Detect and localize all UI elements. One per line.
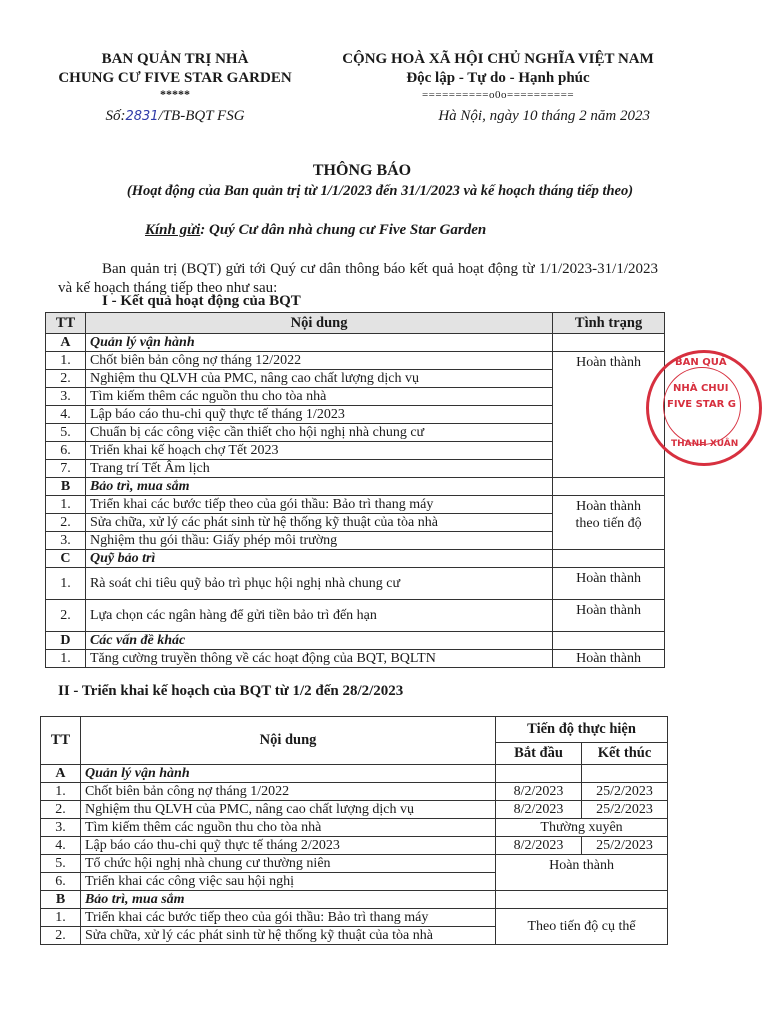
plan-table — [40, 716, 668, 945]
table-row: 1. Chốt biên bản công nợ tháng 12/2022 Hoàn thành — [46, 352, 665, 370]
table-header-row — [41, 717, 668, 743]
section1-heading: I - Kết quả hoạt động của BQT — [102, 293, 301, 309]
col-status: Tình trạng — [553, 313, 665, 334]
org-name-line2: CHUNG CƯ FIVE STAR GARDEN — [58, 70, 292, 86]
document-date: Hà Nội, ngày 10 tháng 2 năm 2023 — [438, 108, 650, 124]
status-cell: Hoàn thành — [553, 352, 665, 478]
ref-handwritten-number: 2831 — [125, 109, 159, 124]
status-cell: Hoàn thành theo tiến độ — [553, 496, 665, 550]
table-row: 5. Chuẩn bị các công việc cần thiết cho hội nghị nhà chung cư — [46, 424, 665, 442]
table-row: 1. Chốt biên bản công nợ tháng 1/2022 8/2/2023 25/2/2023 — [41, 783, 668, 801]
table-row: 2. Sửa chữa, xử lý các phát sinh từ hệ thống kỹ thuật của tòa nhà — [41, 927, 668, 945]
section2-heading: II - Triển khai kế hoạch của BQT từ 1/2 đến 28/2/2023 — [58, 683, 404, 699]
table-row: 6. Triển khai kế hoạch chợ Tết 2023 — [46, 442, 665, 460]
group-row-a: A Quản lý vận hành — [46, 334, 665, 352]
status-cell: Hoàn thành — [553, 568, 665, 600]
org-header — [40, 50, 310, 100]
table-row: 2. Nghiệm thu QLVH của PMC, nâng cao chất lượng dịch vụ — [46, 370, 665, 388]
motto: Độc lập - Tự do - Hạnh phúc — [406, 70, 590, 86]
group-row-b: B Bảo trì, mua sắm — [46, 478, 665, 496]
table-row: 7. Trang trí Tết Âm lịch — [46, 460, 665, 478]
col-tt: TT — [41, 717, 81, 765]
motto-separator: ==========o0o========== — [421, 89, 575, 101]
recipient-label: Kính gửi — [145, 222, 201, 238]
group-row-c: C Quỹ bảo trì — [46, 550, 665, 568]
ref-suffix: TB-BQT FSG — [162, 108, 245, 124]
col-tt: TT — [46, 313, 86, 334]
status-cell: Hoàn thành — [553, 650, 665, 668]
col-progress: Tiến độ thực hiện — [496, 717, 668, 743]
table-row: 4. Lập báo cáo thu-chi quỹ thực tế tháng 1/2023 — [46, 406, 665, 424]
col-content: Nội dung — [80, 717, 495, 765]
official-stamp: BAN QUẢ NHÀ CHUI FIVE STAR G THANH XUÂN — [646, 350, 762, 466]
group-row-b: B Bảo trì, mua sắm — [41, 891, 668, 909]
table-row: 1. Tăng cường truyền thông về các hoạt động của BQT, BQLTN Hoàn thành — [46, 650, 665, 668]
document-title: THÔNG BÁO — [312, 162, 412, 179]
group-row-a: A Quản lý vận hành — [41, 765, 668, 783]
table-row: 2. Sửa chữa, xử lý các phát sinh từ hệ thống kỹ thuật của tòa nhà — [46, 514, 665, 532]
col-start: Bắt đầu — [496, 743, 582, 765]
table-row: 1. Rà soát chi tiêu quỹ bảo trì phục hội nghị nhà chung cư Hoàn thành — [46, 568, 665, 600]
country-name: CỘNG HOÀ XÃ HỘI CHỦ NGHĨA VIỆT NAM — [342, 51, 654, 67]
table-row: 6. Triển khai các công việc sau hội nghị — [41, 873, 668, 891]
col-content: Nội dung — [85, 313, 552, 334]
status-cell: Hoàn thành — [553, 600, 665, 632]
org-stars: ***** — [160, 87, 190, 101]
recipient-line — [145, 222, 645, 239]
ref-prefix: Số: — [105, 108, 126, 124]
document-subtitle: (Hoạt động của Ban quản trị từ 1/1/2023 đến 31/1/2023 và kế hoạch tháng tiếp theo) — [126, 183, 634, 199]
table-header-row — [46, 313, 665, 334]
table-row: 2. Lựa chọn các ngân hàng để gửi tiền bảo trì đến hạn Hoàn thành — [46, 600, 665, 632]
col-end: Kết thúc — [582, 743, 668, 765]
results-table — [45, 312, 665, 668]
document-ref-number: Số:2831/TB-BQT FSG — [105, 108, 245, 124]
national-header — [318, 50, 678, 102]
table-row: 4. Lập báo cáo thu-chi quỹ thực tế tháng 2/2023 8/2/2023 25/2/2023 — [41, 837, 668, 855]
group-row-d: D Các vấn đề khác — [46, 632, 665, 650]
table-row: 3. Tìm kiếm thêm các nguồn thu cho tòa nhà — [46, 388, 665, 406]
table-row: 1. Triển khai các bước tiếp theo của gói thầu: Bảo trì thang máy Theo tiến độ cụ thể — [41, 909, 668, 927]
recipient-value: : Quý Cư dân nhà chung cư Five Star Garden — [200, 222, 487, 238]
table-row: 3. Nghiệm thu gói thầu: Giấy phép môi trường — [46, 532, 665, 550]
intro-paragraph: Ban quản trị (BQT) gửi tới Quý cư dân thông báo kết quả hoạt động từ 1/1/2023-31/1/2023 và kế hoạch tháng tiếp theo như sau: — [58, 261, 658, 296]
table-row: 1. Triển khai các bước tiếp theo của gói thầu: Bảo trì thang máy Hoàn thành theo tiến độ — [46, 496, 665, 514]
org-name-line1: BAN QUẢN TRỊ NHÀ — [101, 51, 249, 67]
table-row: 2. Nghiệm thu QLVH của PMC, nâng cao chất lượng dịch vụ 8/2/2023 25/2/2023 — [41, 801, 668, 819]
table-row: 5. Tổ chức hội nghị nhà chung cư thường niên Hoàn thành — [41, 855, 668, 873]
table-row: 3. Tìm kiếm thêm các nguồn thu cho tòa nhà Thường xuyên — [41, 819, 668, 837]
